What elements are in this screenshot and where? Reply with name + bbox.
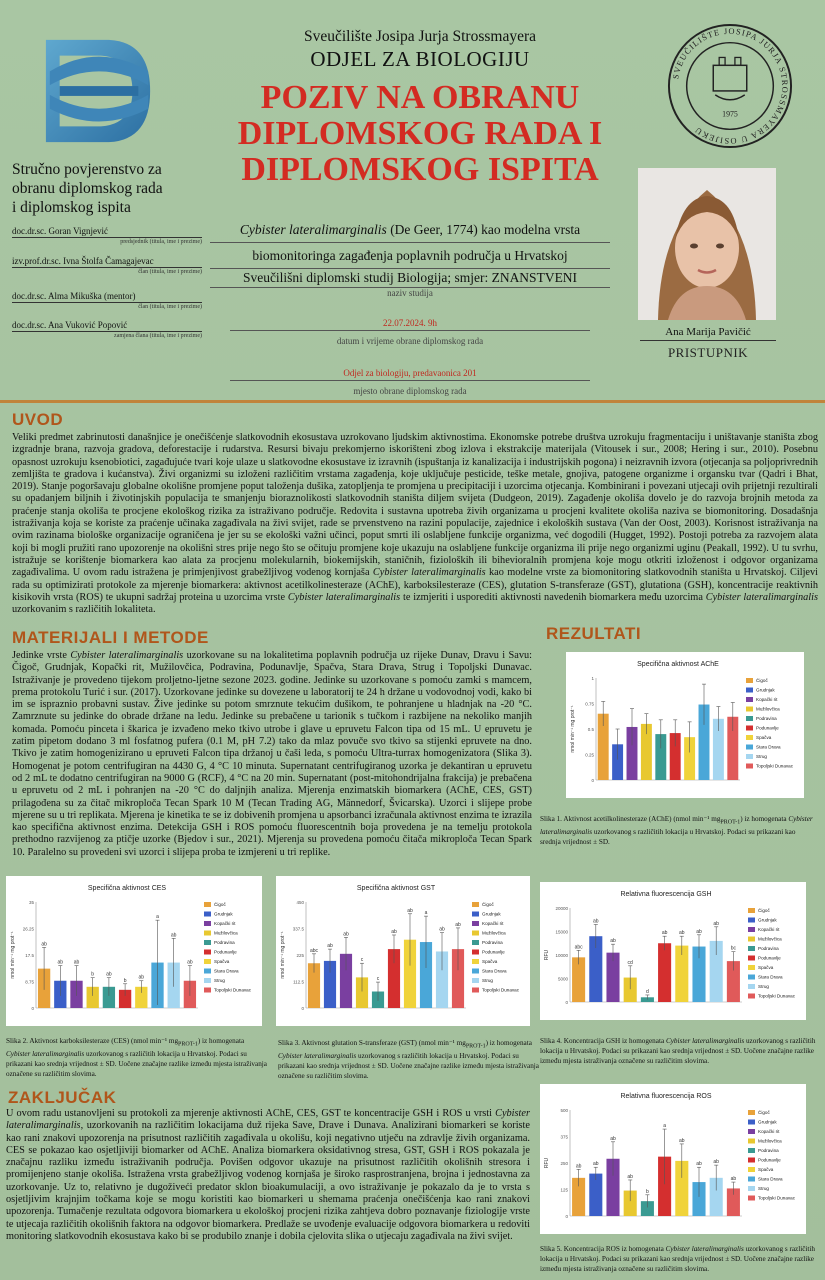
chart-ros: [540, 1084, 806, 1234]
member-role: član (titula, ime i prezime): [138, 304, 202, 310]
y-tick-label: 8.75: [25, 979, 34, 985]
legend-swatch: [748, 1129, 755, 1134]
chart-title: Specifična aktivnost GST: [356, 885, 436, 892]
species-name: Cybister lateralimarginalis: [70, 650, 184, 661]
y-tick-label: 225: [296, 953, 304, 958]
significance-letter: abc: [309, 947, 319, 954]
legend-swatch: [472, 950, 479, 955]
legend-swatch: [746, 745, 753, 750]
thesis-title-line1: [210, 217, 610, 243]
species-name: Cybister lateralimarginalis: [372, 567, 486, 579]
significance-letter: ab: [593, 1161, 599, 1168]
y-tick-label: 0: [565, 1214, 568, 1219]
legend-swatch: [746, 678, 753, 683]
significance-letter: ab: [138, 974, 145, 981]
y-axis-label: nmol min⁻¹ mg prot⁻¹: [570, 705, 576, 753]
legend-swatch: [204, 978, 211, 983]
y-tick-label: 375: [560, 1134, 568, 1140]
legend-swatch: [472, 912, 479, 917]
legend-swatch: [748, 1158, 755, 1163]
legend-entry: Mužilovčica: [214, 930, 238, 936]
legend-entry: Mužilovčica: [758, 936, 782, 942]
legend-entry: Spačva: [758, 1167, 774, 1172]
legend-entry: Topoljski Dunavac: [482, 987, 520, 993]
legend-entry: Strug: [758, 1186, 769, 1191]
student-photo: [638, 168, 776, 320]
legend-swatch: [748, 918, 755, 923]
bar-podunavlje: [658, 943, 671, 1002]
y-tick-label: 20000: [555, 906, 568, 911]
seal-year: 1975: [722, 109, 738, 119]
chart-ros-card: [540, 1084, 806, 1234]
legend-entry: Stara Drava: [758, 1176, 783, 1182]
legend-swatch: [204, 969, 211, 974]
legend-swatch: [204, 940, 211, 945]
legend-entry: Topoljski Dunavac: [758, 993, 796, 999]
y-axis-label: nmol min⁻¹ mg prot⁻¹: [280, 931, 286, 979]
significance-letter: ab: [106, 971, 112, 978]
significance-letter: ab: [439, 926, 445, 933]
legend-entry: Mužilovčica: [756, 706, 780, 712]
y-tick-label: 0.5: [587, 727, 594, 732]
university-name: Sveučilište Josipa Jurja Strossmayera: [303, 28, 537, 45]
species-name: Cybister lateralimarginalis: [6, 1050, 85, 1059]
legend-swatch: [748, 1167, 755, 1172]
y-tick-label: 35: [28, 900, 34, 905]
defense-date: 22.07.2024. 9h: [230, 318, 590, 331]
legend-swatch: [472, 988, 479, 993]
legend-entry: Grudnjak: [758, 917, 777, 923]
committee-heading-line: obranu diplomskog rada: [12, 180, 163, 197]
significance-letter: c: [360, 957, 364, 964]
chart-gsh-card: [540, 882, 806, 1020]
legend-entry: Čigoč: [214, 902, 226, 907]
significance-letter: abc: [574, 944, 583, 951]
legend-swatch: [472, 921, 479, 926]
legend-entry: Kopački rit: [756, 697, 778, 702]
student-name: Ana Marija Pavičić: [640, 326, 776, 341]
legend-entry: Podravina: [758, 1148, 779, 1153]
y-tick-label: 250: [560, 1161, 568, 1166]
y-axis-label: RFU: [544, 949, 550, 961]
committee-member: [12, 256, 202, 275]
legend-swatch: [748, 994, 755, 999]
y-axis-label: RFU: [544, 1157, 550, 1169]
species-name: Cybister lateralimarginalis: [665, 1245, 744, 1253]
chart-title: Relativna fluorescencija ROS: [620, 1093, 712, 1100]
significance-letter: ab: [187, 959, 193, 966]
legend-swatch: [472, 931, 479, 936]
significance-letter: ab: [41, 941, 47, 948]
chart-gsh: [540, 882, 806, 1020]
legend-entry: Čigoč: [482, 902, 494, 907]
legend-swatch: [204, 931, 211, 936]
legend-entry: Grudnjak: [756, 687, 775, 693]
legend-swatch: [472, 940, 479, 945]
significance-letter: ab: [679, 1137, 685, 1144]
chart-gst-card: [276, 876, 530, 1026]
legend-swatch: [748, 1177, 755, 1182]
species-name: Cybister lateralimarginalis: [287, 591, 401, 603]
species-name: Cybister lateralimarginalis: [540, 815, 813, 837]
title-line: POZIV NA OBRANU: [260, 79, 580, 116]
significance-letter: ab: [593, 918, 599, 925]
legend-entry: Grudnjak: [482, 911, 501, 917]
y-tick-label: 26.25: [22, 926, 34, 932]
legend-swatch: [746, 716, 753, 721]
legend-entry: Podunavlje: [214, 949, 237, 955]
department-logo: [40, 32, 158, 150]
y-tick-label: 5000: [557, 976, 568, 982]
committee-heading-line: Stručno povjerenstvo za: [12, 161, 162, 178]
legend-entry: Kopački rit: [758, 1129, 780, 1134]
significance-letter: ab: [696, 928, 702, 935]
department-name: ODJEL ZA BIOLOGIJU: [310, 47, 530, 71]
legend-swatch: [748, 965, 755, 970]
committee-member: [12, 291, 202, 310]
methods-text: Jedinke vrste Cybister lateralimarginalis uzorkovane su na lokalitetima poplavnih područja uz rijeke Dunav, Dravu i Savu: Čigoč, Grudnjak, Kopački rit, Mužilovčica, Podravina, Podunavlje, Spačva, Stara Drava, Strug i Topoljski Dunavac. Istraživanje je provedeno tijekom proljetno-ljetne sezone 2023. godine. Jedinke su uzorkovane s pomoću zamki s mamcem, prema protokolu Turić i sur. (2017). Uzorkovane jedinke su dovezene u laboratorij te 24 h držane u vodovodnoj vodi, kako bi im se ispraznio probavni sustav. Žive jedinke su potom smrznute tekućim dušikom, te pohranjene u hladnjak na -20 °C. Zamrznute su jedinke do obrade držane na ledu. Jedinke su prebačene u tarionik s tučkom i razbijene na nekoliko manjih komada. Pomoću pinceta i škarica je izvađeno meko tkivo utrobe i glave u epruvetu Falcon tipa od 15 mL. U epruvetu je zatim pipetom dodano 3 ml fosfatnog pufera (0.1 M, pH 7.2) tako da mlaz povuče svo tkivo sa stijenki epruvete na dno. Tkivo je zatim homogenizirano u epruveti Falcon tipa držanoj u čaši leda, s pomoću Ultra-turrax homogenizatora (Slika 3). Homogenat je potom centrifugiran na 4430 G, 4 °C 10 minuta. Supernatant centrifugiranog uzorka je dekantiran u epruvetu od 2 mL te dodatno centrifugiran na 9000 G (RCF), 4 °C na 20 min. Supernatant (post-mitohondrijalna frakcija) je prebačena u epruvetu od 2 mL i pohranjen na -20 °C do daljnjih analiza. Mjerenja enzimatskih biomarkera (AChE, CES, GST) prilagođena su za čitač mikroploča Tecan Spark 10 M (Tecan Trading AG, Männedorf, Švicarska). Uzorci i slijepe probe mjerene su u tri replikata. Mjerena je kinetika te se iz dobivenih promjena u apsorbanci izračunala aktivnost enzima te izrazila kao specifična aktivnost enzima. Detekcija GSH i ROS pomoću fluorescentnih boja provedena je na temelju protokola prethodno razvijenog za ptičje uzorke (Bjedov i sur., 2021). Mjerenja su provedena pomoću čitača mikroploča Tecan Spark 10. Paralelno su provedeni svi uzorci i slijepa proba te izmjereni u tri replike.: [12, 650, 533, 858]
legend-swatch: [746, 688, 753, 693]
figure-caption-2: Slika 2. Aktivnost karboksilesteraze (CES) (nmol min⁻¹ $mg_{PROT-1}$) iz homogenata Cybister lateralimarginalis uzorkovanog s različitih lokacija u Hrvatskoj. Podaci su prikazani kao srednja vrijednost ± SD. Uočene značajne razlike između mjesta istraživanja označene su različitim slovima.: [6, 1037, 267, 1079]
legend-entry: Topoljski Dunavac: [214, 987, 252, 993]
y-tick-label: 10000: [555, 953, 568, 958]
study-caption: naziv studija: [387, 288, 433, 298]
legend-swatch: [204, 988, 211, 993]
y-tick-label: 0: [301, 1006, 304, 1011]
section-title-zakljucak: ZAKLJUČAK: [8, 1088, 117, 1107]
y-tick-label: 0: [31, 1006, 34, 1011]
species-name: Cybister lateralimarginalis: [6, 1108, 530, 1132]
y-tick-label: 1: [591, 676, 594, 681]
legend-entry: Spačva: [756, 735, 772, 740]
significance-letter: ab: [627, 1173, 633, 1180]
significance-letter: b: [123, 977, 127, 984]
intro-text: Veliki predmet zabrinutosti današnjice je onečišćenje slatkovodnih ekosustava uzrokovano ljudskim aktivnostima. Ekonomske potrebe društva uzrokuju fragmentaciju i uništavanje staništa zbog izgradnje brana, razvoja gradova, deforestacije i rudarstva. Resursi bivaju prekomjerno iskorišteni zbog izlova i ekstrakcije materijala (Vitousek i sur., 2008; Hering i sur., 2010). Posebnu opasnost uzrokuju ksenobiotici, zagađujuće tvari koje ulaze u slatkovodne ekosustave iz izravnih (ispuštanja iz kanalizacija i industrijskih pogona) i neizravnih izvora (otjecanja sa poljoprivrednih zemljišta te gradova i kućanstva). Živi organizmi su izloženi različitim vrstama zagađenja, koje uključuje pesticide, teške metale, gnojiva, patogene organizme i organsku tvar (Qadri i Bhat, 2019). Stanje pogoršavaju globalne okolišne promjene poput taloženja dušika, zatopljenja te promjena u precipitaciji i uzorcima otjecanja. Kombinirani i povezani utjecaji ovih prijetnji rezultirali su opadanjem biljnih i životinjskih populacija te smanjenju bioraznolikosti slatkovodnih staništa diljem svijeta (Dudgeon, 2019). Zagađenje okoliša dovelo je do razvoja brojnih metoda za praćenje stanja okoliša te procjene ekološkog rizika za istraživano područje. Redovita i sustavna upotreba živih organizama u procjeni kvalitete okoliša naziva se biomonitoring. Dosadašnja istraživanja koja se koriste za praćenje učinaka zagađivala na živi svijet, rade se prvenstveno na razini populacije, zajednice i ekoloških sustava (Van der Oost, 2003). Korisnost istraživanja na ovim razinama biološke organizacije ograničena je jer su se ekološki važni učinci, poput smrti ili oslabljene funkcije organizma, već dogodili (Hugget, 1992). Postoji potreba za razvojem alata koji bi mogli pružiti rano upozorenje na okolišni stres prije nego što se očituju promjene koje ukazuju na oslabljene funkcije organizma ili prije nego organizmi uginu (Peakall, 1992). U tu svrhu, istražuje se korištenje biomarkera kao alata za procjenu molekularnih, biokemijskih, staničnih, fizioloških ili bihevioralnih promjena koje mogu otkriti izloženost i odgovor organizama zagađivalima. U ovom radu istražena je primjenjivost grabežljivog vodenog kornjaša Cybister lateralimarginalis kao modelne vrste za biomonitoring slatkovodnih staništa u Hrvatskoj. Ciljevi rada su optimizirati protokole za mjerenje biomarkera: aktivnost acetilkolinesteraze (AChE), karboksilesteraze (CES), glutation S-transferaze (GST), glutationa (GSH), koncentracije reaktivnih kisikovih vrsta (ROS) te ukupni sadržaj proteina u uzorcima vrste Cybister lateralimarginalis te izmjeriti i usporediti aktivnosti navedenih biomarkera među uzorcima Cybister lateralimarginalis uzorkovanim s različitih lokaliteta.: [12, 432, 819, 616]
legend-entry: Podravina: [214, 940, 235, 945]
chart-gst: [276, 876, 530, 1026]
section-title-uvod: UVOD: [12, 410, 64, 429]
y-tick-label: 0: [565, 1000, 568, 1005]
y-tick-label: 17.5: [25, 953, 34, 958]
significance-letter: ab: [696, 1161, 702, 1168]
chart-title: Specifična aktivnost AChE: [637, 661, 719, 668]
legend-entry: Podravina: [482, 940, 503, 945]
y-tick-label: 450: [296, 900, 304, 905]
thesis-title: [210, 217, 610, 269]
member-role: član (titula, ime i prezime): [138, 269, 202, 275]
seal-text: SVEUČILIŠTE JOSIPA JURJA STROSSMAYERA U OSIJEKU: [671, 26, 790, 146]
significance-letter: a: [156, 914, 159, 921]
thesis-title-rest: (De Geer, 1774) kao modelna vrsta: [386, 222, 581, 237]
legend-swatch: [748, 927, 755, 932]
species-name: Cybister lateralimarginalis: [665, 1037, 745, 1045]
chart-ache-card: [566, 652, 804, 798]
y-tick-label: 112.5: [293, 979, 304, 985]
legend-entry: Strug: [758, 984, 769, 989]
species-name: Cybister lateralimarginalis: [705, 591, 818, 603]
y-axis-label: nmol min⁻¹ mg prot⁻¹: [10, 931, 16, 979]
committee-member: [12, 226, 202, 245]
legend-swatch: [472, 902, 479, 907]
legend-entry: Mužilovčica: [758, 1138, 782, 1144]
legend-swatch: [472, 969, 479, 974]
section-title-rezultati: REZULTATI: [546, 624, 642, 643]
study-name: Sveučilišni diplomski studij Biologija; smjer: ZNANSTVENI: [210, 270, 610, 288]
legend-swatch: [748, 1148, 755, 1153]
member-role: zamjena člana (titula, ime i prezime): [114, 333, 202, 339]
legend-swatch: [748, 908, 755, 913]
member-name: doc.dr.sc. Alma Mikuška (mentor): [12, 291, 202, 303]
significance-letter: ab: [713, 1159, 719, 1166]
caption-subscript: PROT-1: [720, 819, 741, 826]
y-tick-label: 125: [560, 1187, 568, 1193]
chart-ache: [566, 652, 804, 798]
y-tick-label: 0.25: [585, 752, 594, 758]
legend-entry: Stara Drava: [758, 974, 783, 980]
title-line: DIPLOMSKOG ISPITA: [241, 151, 599, 188]
significance-letter: d: [646, 988, 649, 995]
y-tick-label: 0: [591, 778, 594, 783]
significance-letter: b: [646, 1188, 649, 1195]
legend-entry: Podunavlje: [758, 955, 781, 961]
student-label: PRISTUPNIK: [667, 345, 749, 360]
legend-swatch: [748, 1186, 755, 1191]
significance-letter: ab: [391, 928, 397, 935]
legend-entry: Spačva: [758, 965, 774, 970]
page-title: [200, 80, 640, 188]
title-line: DIPLOMSKOG RADA I: [237, 115, 603, 152]
significance-letter: ab: [610, 1135, 616, 1142]
section-title-metode: MATERIJALI I METODE: [12, 628, 209, 647]
legend-entry: Čigoč: [756, 678, 768, 683]
legend-entry: Podravina: [758, 946, 779, 951]
chart-ces: [6, 876, 262, 1026]
figure-caption-3: Slika 3. Aktivnost glutation S-transferaze (GST) (nmol min⁻¹ $mg_{PROT-1}$) iz homogenata Cybister lateralimarginalis uzorkovanog s različitih lokacija u Hrvatskoj. Podaci su prikazani kao srednja vrijednost ± SD. Uočene značajne razlike između mjesta istraživanja označene su različitim slovima.: [278, 1039, 539, 1081]
member-name: doc.dr.sc. Goran Vignjević: [12, 226, 202, 238]
legend-entry: Podunavlje: [482, 949, 505, 955]
significance-letter: c: [376, 976, 380, 983]
legend-swatch: [748, 984, 755, 989]
legend-entry: Strug: [214, 978, 225, 983]
legend-entry: Stara Drava: [482, 968, 507, 974]
legend-swatch: [748, 937, 755, 942]
y-tick-label: 500: [560, 1108, 568, 1113]
y-tick-label: 337.5: [292, 926, 304, 932]
significance-letter: ab: [57, 959, 64, 966]
legend-swatch: [748, 956, 755, 961]
legend-swatch: [748, 1196, 755, 1201]
legend-swatch: [204, 912, 211, 917]
significance-letter: ab: [170, 932, 177, 939]
member-role: predsjednik (titula, ime i prezime): [120, 239, 202, 245]
y-tick-label: 0.75: [585, 701, 594, 707]
legend-swatch: [748, 1110, 755, 1115]
legend-swatch: [748, 1139, 755, 1144]
committee-member: [12, 320, 202, 339]
legend-entry: Čigoč: [758, 908, 770, 913]
study-program: [210, 270, 610, 298]
member-name: doc.dr.sc. Ana Vuković Popović: [12, 320, 202, 332]
caption-subscript: PROT-1: [178, 1041, 198, 1048]
legend-swatch: [204, 959, 211, 964]
caption-subscript: PROT-1: [465, 1043, 486, 1050]
legend-entry: Topoljski Dunavac: [756, 763, 794, 769]
legend-swatch: [748, 975, 755, 980]
figure-caption-5: Slika 5. Koncentracija ROS iz homogenata Cybister lateralimarginalis uzorkovanog s različitih lokacija u Hrvatskoj. Podaci su prikazani kao srednja vrijednost ± SD. Uočene značajne razlike između mjesta istraživanja označene su različitim slovima.: [540, 1245, 816, 1273]
legend-swatch: [746, 754, 753, 759]
significance-letter: a: [424, 910, 428, 917]
significance-letter: ab: [661, 930, 668, 937]
chart-ces-card: [6, 876, 262, 1026]
significance-letter: ab: [679, 930, 685, 937]
significance-letter: ab: [713, 920, 719, 927]
figure-caption-4: Slika 4. Koncentracija GSH iz homogenata Cybister lateralimarginalis uzorkovanog s različitih lokacija u Hrvatskoj. Podaci su prikazani kao srednja vrijednost ± SD. Uočene značajne razlike između mjesta istraživanja označene su različitim slovima.: [540, 1037, 816, 1065]
legend-swatch: [746, 707, 753, 712]
legend-entry: Grudnjak: [214, 911, 233, 917]
legend-entry: Strug: [756, 754, 767, 759]
legend-swatch: [746, 735, 753, 740]
significance-letter: ab: [575, 1163, 582, 1170]
y-tick-label: 15000: [555, 929, 568, 935]
defense-place: Odjel za biologiju, predavaonica 201: [230, 368, 590, 381]
legend-entry: Spačva: [214, 959, 230, 964]
legend-swatch: [472, 959, 479, 964]
legend-entry: Stara Drava: [214, 968, 239, 974]
significance-letter: b: [91, 971, 95, 978]
legend-swatch: [204, 921, 211, 926]
significance-letter: a: [663, 1123, 666, 1130]
legend-swatch: [472, 978, 479, 983]
legend-swatch: [746, 764, 753, 769]
legend-entry: Podunavlje: [758, 1157, 781, 1163]
conclusion-text: U ovom radu ustanovljeni su protokoli za mjerenje aktivnosti AChE, CES, GST te koncentracije GSH i ROS u vrsti Cybister lateralimarginalis, uzorkovanih na različitim lokacijama duž rijeka Save, Drave i Dunava. Analizirani biomarkeri se koriste kao rani znakovi upozorenja na prisutnost različitih zagađivala u okolišu, koji negativno utječu na zdravlje živih organizama. CES se pokazao kao osjetljiviji biomarker od AChE. Analiza biomarkera oksidativnog stresa, GST, GSH i ROS pokazala je značajnu razliku između istraživanih područja. Povišen odgovor ukazuje na prisutnost različitih okolišnih stresora i promijenjeno stanje okoliša. Istražena vrsta grabežljivog vodenog kornjaša je široko rasprostranjena, brojna i jednostavna za uzorkovanje. Uz to, relativno je dugoživeći predator sklon bioakumulaciji, a ovo istraživanje je pokazalo da je to vrsta s osjetljivim krajnjim točkama koje se mogu koristiti kao biomarkeri u shemama praćenja onečišćenja kao rani znakovi upozorenja. Tumačenje rezultata odgovora biomarkera u ekološkoj procjeni rizika zahtjeva dobro poznavanje fiziologije vrste te utjecaja različitih okolišnih faktora na odgovor biomarkera. Predlaže se uvođenje evaluacije odgovora biomarkera u redoviti monitoring slatkovodnih ekosustava kako bi se produbilo znanje i dobila cjelovita slika o utjecaju zagađivala na živi svijet.: [6, 1108, 530, 1242]
legend-entry: Spačva: [482, 959, 498, 964]
legend-entry: Topoljski Dunavac: [758, 1195, 796, 1201]
svg-text:SVEUČILIŠTE JOSIPA JURJA STROS: [671, 27, 789, 146]
legend-entry: Grudnjak: [758, 1119, 777, 1125]
significance-letter: ab: [455, 921, 461, 928]
legend-entry: Kopački rit: [482, 921, 504, 926]
significance-letter: cd: [627, 959, 633, 966]
university-seal: [666, 22, 794, 150]
significance-letter: bc: [730, 945, 737, 952]
committee-heading: [12, 160, 202, 217]
member-name: izv.prof.dr.sc. Ivna Štolfa Čamagajevac: [12, 256, 202, 268]
chart-title: Specifična aktivnost CES: [87, 885, 167, 892]
legend-entry: Mužilovčica: [482, 930, 506, 936]
legend-entry: Čigoč: [758, 1110, 770, 1115]
legend-entry: Kopački rit: [214, 921, 236, 926]
legend-swatch: [746, 697, 753, 702]
date-caption: datum i vrijeme obrane diplomskog rada: [336, 336, 484, 346]
significance-letter: ab: [327, 943, 333, 950]
legend-swatch: [204, 950, 211, 955]
significance-letter: ab: [730, 1176, 737, 1183]
figure-caption-1: Slika 1. Aktivnost acetilkolinesteraze (AChE) (nmol min⁻¹ $mg_{PROT-1}$) iz homogenata Cybister lateralimarginalis uzorkovanog s različitih lokacija u Hrvatskoj. Podaci su prikazani kao srednja vrijednost ± SD.: [540, 815, 813, 847]
place-caption: mjesto obrane diplomskog rada: [353, 386, 467, 396]
legend-swatch: [204, 902, 211, 907]
legend-swatch: [748, 946, 755, 951]
legend-swatch: [748, 1120, 755, 1125]
species-name: Cybister lateralimarginalis: [278, 1052, 357, 1061]
legend-entry: Podravina: [756, 716, 777, 721]
legend-entry: Podunavlje: [756, 725, 779, 731]
thesis-title-line2: biomonitoringa zagađenja poplavnih područja u Hrvatskoj: [210, 243, 610, 269]
committee-heading-line: i diplomskog ispita: [12, 199, 131, 216]
legend-entry: Kopački rit: [758, 927, 780, 932]
significance-letter: ab: [610, 938, 616, 945]
chart-title: Relativna fluorescencija GSH: [620, 891, 712, 898]
legend-entry: Strug: [482, 978, 493, 983]
significance-letter: ab: [73, 959, 80, 966]
significance-letter: ab: [407, 907, 413, 914]
legend-entry: Stara Drava: [756, 744, 781, 750]
legend-swatch: [746, 726, 753, 731]
species-name: Cybister lateralimarginalis: [239, 222, 387, 237]
header-divider: [0, 400, 825, 403]
significance-letter: ab: [343, 931, 349, 938]
